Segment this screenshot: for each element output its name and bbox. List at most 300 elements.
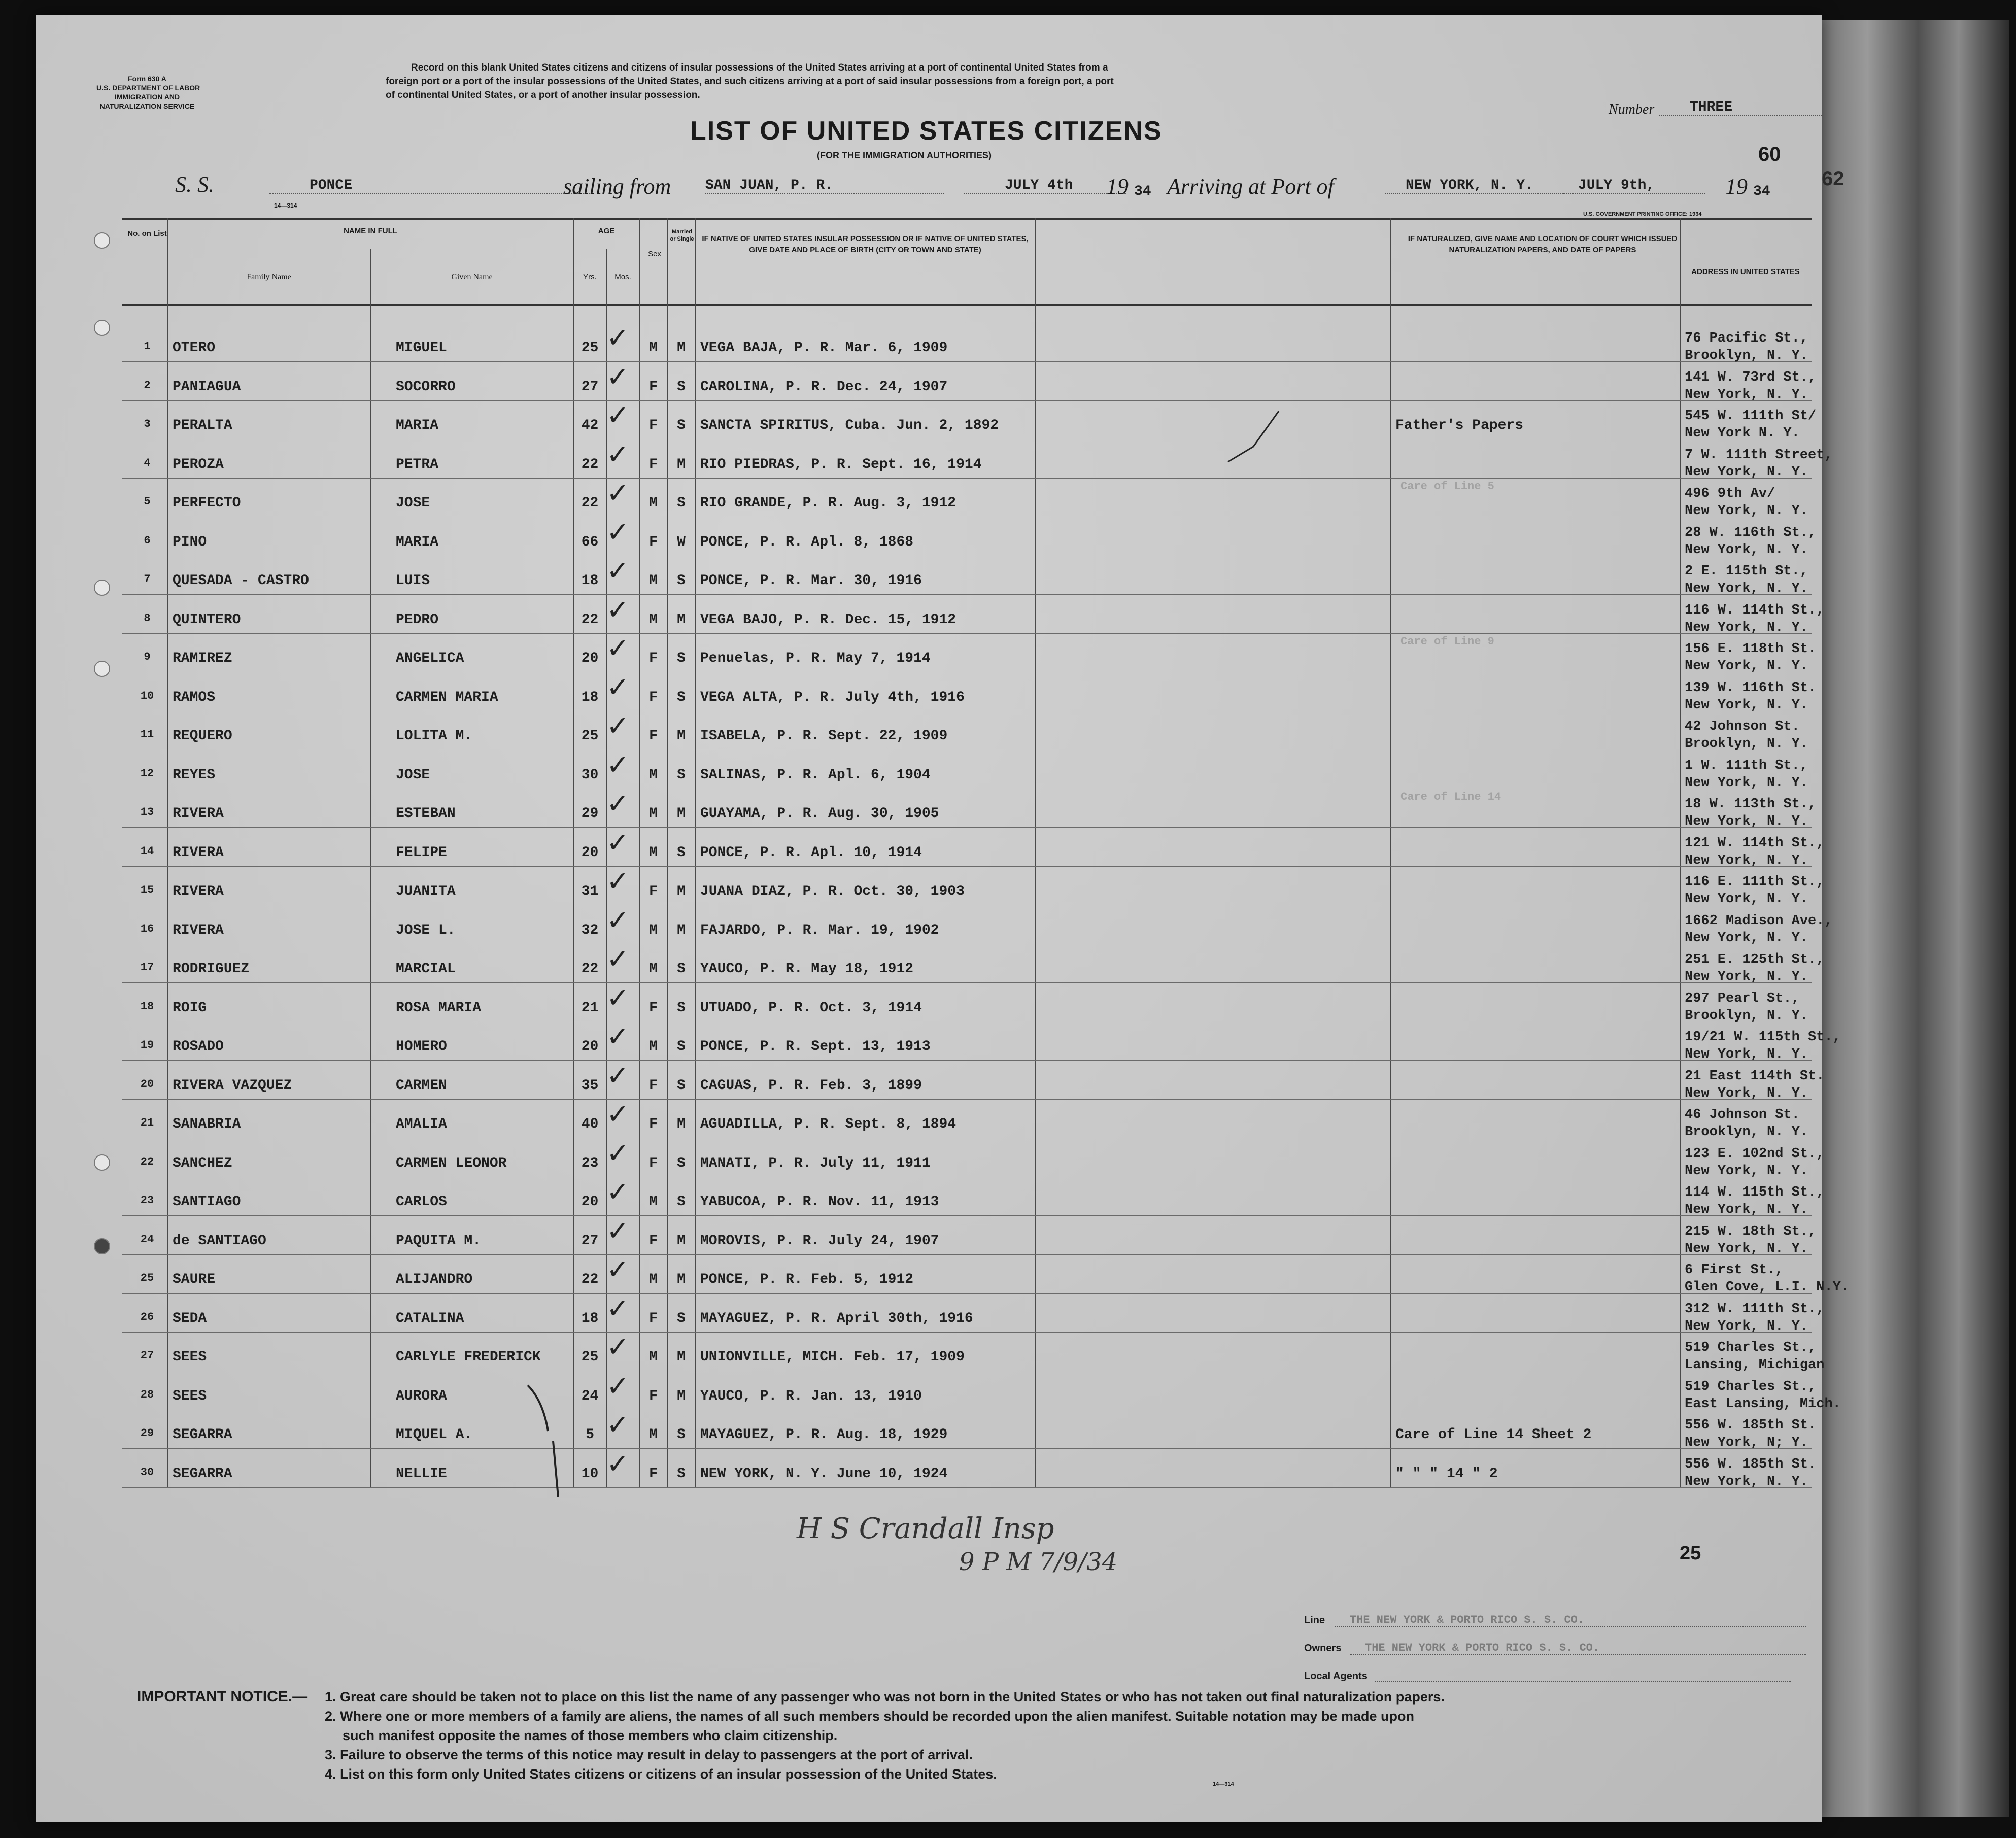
address-line-1: 28 W. 116th St., — [1685, 525, 1817, 540]
notice-item-1: 1. Great care should be taken not to place on this list the name of any passenger who was not born in the United States or who has not taken out final naturalization papers. — [325, 1689, 1445, 1705]
family-name: PEROZA — [173, 456, 224, 472]
birth-place-date: MANATI, P. R. July 11, 1911 — [700, 1155, 931, 1171]
age-years: 18 — [581, 689, 599, 705]
sailing-year-prefix: 19 — [1106, 174, 1129, 199]
intro-line-1: Record on this blank United States citizens and citizens of insular possessions of the United States arriving at a port of continental United States from a — [411, 62, 1108, 73]
address-line-2: New York, N. Y. — [1685, 775, 1808, 791]
sex: F — [649, 1388, 658, 1404]
form-dept: U.S. DEPARTMENT OF LABOR — [96, 84, 200, 92]
sex: F — [649, 1233, 658, 1249]
marital-status: S — [677, 651, 686, 666]
sex: M — [649, 1039, 658, 1054]
birth-place-date: YABUCOA, P. R. Nov. 11, 1913 — [700, 1194, 939, 1210]
address-line-2: Brooklyn, N. Y. — [1685, 1125, 1808, 1140]
sex: F — [649, 1155, 658, 1171]
address-line-1: 2 E. 115th St., — [1685, 564, 1808, 579]
faint-note: Care of Line 9 — [1400, 635, 1494, 648]
given-name: LOLITA M. — [396, 728, 473, 744]
given-name: ROSA MARIA — [396, 1000, 482, 1016]
given-name: HOMERO — [396, 1039, 447, 1054]
row-number: 7 — [144, 573, 151, 586]
row-number: 19 — [140, 1039, 154, 1051]
marital-status: W — [677, 534, 686, 550]
check-mark-icon: ✓ — [606, 826, 630, 859]
age-years: 29 — [581, 806, 599, 822]
given-name: CARMEN — [396, 1077, 447, 1094]
given-name: MARIA — [396, 534, 439, 550]
check-mark-icon: ✓ — [606, 322, 630, 354]
address-line-2: New York, N. Y. — [1685, 503, 1808, 519]
arrival-year: 34 — [1753, 184, 1770, 199]
age-years: 22 — [581, 495, 599, 511]
manifest-sheet — [36, 15, 1850, 1822]
row-number: 18 — [140, 1000, 154, 1013]
given-name: PETRA — [396, 456, 439, 472]
check-mark-icon: ✓ — [606, 1447, 630, 1480]
given-name: PAQUITA M. — [396, 1233, 482, 1249]
row-number: 28 — [140, 1388, 154, 1401]
row-number: 13 — [140, 806, 154, 819]
sex: F — [649, 418, 658, 433]
family-name: PANIAGUA — [173, 379, 241, 395]
sex: M — [649, 922, 658, 938]
birth-place-date: GUAYAMA, P. R. Aug. 30, 1905 — [700, 806, 939, 822]
marital-status: M — [677, 611, 686, 628]
marital-status: S — [677, 495, 686, 511]
form-id: Form 630 A — [128, 75, 166, 83]
given-name: AURORA — [396, 1388, 447, 1404]
sex: F — [649, 1116, 658, 1132]
birth-place-date: YAUCO, P. R. Jan. 13, 1910 — [700, 1388, 922, 1404]
ss-label: S. S. — [175, 172, 214, 197]
address-line-2: New York, N. Y. — [1685, 1085, 1808, 1101]
address-line-1: 19/21 W. 115th St., — [1685, 1030, 1841, 1045]
header-mos: Mos. — [614, 273, 631, 281]
marital-status: S — [677, 379, 686, 395]
sex: M — [649, 1194, 658, 1210]
age-years: 35 — [581, 1077, 599, 1094]
check-mark-icon: ✓ — [606, 1370, 630, 1402]
marital-status: S — [677, 689, 686, 705]
family-name: RIVERA VAZQUEZ — [173, 1077, 292, 1094]
check-mark-icon: ✓ — [606, 788, 630, 820]
notice-item-2-cont: such manifest opposite the names of those members who claim citizenship. — [343, 1728, 838, 1743]
given-name: NELLIE — [396, 1466, 447, 1482]
row-number: 21 — [140, 1116, 154, 1129]
age-years: 27 — [581, 1233, 599, 1249]
address-line-1: 556 W. 185th St. — [1685, 1456, 1817, 1472]
address-line-1: 116 W. 114th St., — [1685, 602, 1825, 618]
check-mark-icon: ✓ — [606, 555, 630, 587]
given-name: AMALIA — [396, 1116, 447, 1132]
marital-status: S — [677, 1194, 686, 1210]
age-years: 30 — [581, 767, 599, 783]
sex: F — [649, 1000, 658, 1016]
row-number: 24 — [140, 1233, 154, 1246]
age-years: 66 — [581, 534, 599, 550]
given-name: PEDRO — [396, 611, 439, 628]
sex: M — [649, 767, 658, 783]
address-line-2: New York, N. Y. — [1685, 1163, 1808, 1179]
header-given-name: Given Name — [451, 273, 493, 281]
age-years: 20 — [581, 651, 599, 666]
marital-status: M — [677, 922, 686, 938]
given-name: CARLOS — [396, 1194, 447, 1210]
given-name: MARIA — [396, 418, 439, 433]
check-mark-icon: ✓ — [606, 1020, 630, 1052]
family-name: QUINTERO — [173, 611, 241, 628]
given-name: JOSE — [396, 495, 430, 511]
address-line-2: New York, N. Y. — [1685, 1202, 1808, 1217]
family-name: SEGARRA — [173, 1427, 232, 1443]
given-name: CATALINA — [396, 1310, 464, 1326]
check-mark-icon: ✓ — [606, 1331, 630, 1363]
birth-place-date: FAJARDO, P. R. Mar. 19, 1902 — [700, 922, 939, 938]
sailing-from-label: sailing from — [563, 174, 671, 199]
marital-status: M — [677, 340, 686, 356]
family-name: SAURE — [173, 1272, 216, 1287]
row-number: 11 — [140, 728, 154, 741]
check-mark-icon: ✓ — [606, 1214, 630, 1247]
address-line-2: New York, N. Y. — [1685, 387, 1808, 402]
age-years: 21 — [581, 1000, 599, 1016]
age-years: 20 — [581, 1039, 599, 1054]
family-name: RIVERA — [173, 844, 224, 861]
form-bureau-1: IMMIGRATION AND — [114, 93, 180, 101]
age-years: 42 — [581, 418, 599, 433]
given-name: LUIS — [396, 573, 430, 589]
given-name: MIGUEL — [396, 340, 447, 356]
ship-name: PONCE — [269, 178, 594, 194]
given-name: FELIPE — [396, 844, 447, 861]
birth-place-date: VEGA BAJA, P. R. Mar. 6, 1909 — [700, 340, 948, 356]
address-line-1: 556 W. 185th St. — [1685, 1418, 1817, 1433]
family-name: RODRIGUEZ — [173, 961, 250, 977]
marital-status: M — [677, 1272, 686, 1287]
handwritten-marks — [36, 15, 1825, 1822]
address-line-1: 121 W. 114th St., — [1685, 835, 1825, 851]
marital-status: M — [677, 1233, 686, 1249]
age-years: 31 — [581, 883, 599, 899]
page-number: 60 — [1758, 143, 1781, 165]
family-name: RAMIREZ — [173, 651, 232, 666]
birth-place-date: Penuelas, P. R. May 7, 1914 — [700, 651, 931, 666]
birth-place-date: MAYAGUEZ, P. R. April 30th, 1916 — [700, 1310, 973, 1326]
marital-status: S — [677, 573, 686, 589]
sex: F — [649, 689, 658, 705]
check-mark-icon: ✓ — [606, 1292, 630, 1324]
form-bureau-2: NATURALIZATION SERVICE — [99, 102, 195, 110]
naturalization-note: " " " 14 " 2 — [1395, 1466, 1498, 1482]
sex: F — [649, 1466, 658, 1482]
family-name: RIVERA — [173, 806, 224, 822]
check-mark-icon: ✓ — [606, 438, 630, 470]
marital-status: M — [677, 883, 686, 899]
age-years: 5 — [586, 1427, 594, 1443]
family-name: SANABRIA — [173, 1116, 241, 1132]
row-number: 25 — [140, 1272, 154, 1284]
row-number: 9 — [144, 651, 151, 663]
age-years: 25 — [581, 728, 599, 744]
birth-place-date: UTUADO, P. R. Oct. 3, 1914 — [700, 1000, 922, 1016]
marital-status: M — [677, 728, 686, 744]
number-value: THREE — [1659, 99, 1822, 116]
address-line-1: 123 E. 102nd St., — [1685, 1146, 1825, 1162]
address-line-2: New York, N. Y. — [1685, 969, 1808, 984]
birth-place-date: NEW YORK, N. Y. June 10, 1924 — [700, 1466, 948, 1482]
birth-place-date: PONCE, P. R. Feb. 5, 1912 — [700, 1272, 914, 1287]
sailing-year: 34 — [1134, 184, 1151, 199]
address-line-1: 139 W. 116th St. — [1685, 680, 1817, 696]
sex: F — [649, 883, 658, 899]
birth-place-date: MOROVIS, P. R. July 24, 1907 — [700, 1233, 939, 1249]
age-years: 23 — [581, 1155, 599, 1171]
inspection-time: 9 P M 7/9/34 — [959, 1548, 1118, 1576]
address-line-2: Brooklyn, N. Y. — [1685, 1008, 1808, 1024]
row-number: 6 — [144, 534, 151, 547]
address-line-1: 297 Pearl St., — [1685, 991, 1800, 1006]
owners-value: THE NEW YORK & PORTO RICO S. S. CO. — [1350, 1642, 1806, 1655]
marital-status: M — [677, 1388, 686, 1404]
page-subtitle: (FOR THE IMMIGRATION AUTHORITIES) — [817, 150, 992, 160]
marital-status: M — [677, 1349, 686, 1365]
marital-status: S — [677, 1155, 686, 1171]
birth-place-date: ISABELA, P. R. Sept. 22, 1909 — [700, 728, 948, 744]
row-number: 10 — [140, 689, 154, 702]
family-name: SEES — [173, 1388, 207, 1404]
family-name: SEES — [173, 1349, 207, 1365]
address-line-1: 251 E. 125th St., — [1685, 952, 1825, 967]
check-mark-icon: ✓ — [606, 399, 630, 431]
row-number: 1 — [144, 340, 151, 353]
family-name: RIVERA — [173, 922, 224, 938]
sailing-date: JULY 4th — [964, 178, 1126, 194]
page-stack-edge — [1806, 20, 2009, 1817]
address-line-1: 76 Pacific St., — [1685, 331, 1808, 346]
address-line-2: New York, N. Y. — [1685, 1047, 1808, 1062]
check-mark-icon: ✓ — [606, 865, 630, 897]
check-mark-icon: ✓ — [606, 360, 630, 393]
address-line-2: New York, N. Y. — [1685, 581, 1808, 596]
check-mark-icon: ✓ — [606, 748, 630, 781]
address-line-2: New York, N. Y. — [1685, 542, 1808, 558]
sex: F — [649, 379, 658, 395]
arrival-port: NEW YORK, N. Y. — [1385, 178, 1573, 194]
marital-status: S — [677, 1000, 686, 1016]
sex: F — [649, 1310, 658, 1326]
check-mark-icon: ✓ — [606, 981, 630, 1014]
address-line-2: New York, N. Y. — [1685, 659, 1808, 674]
marital-status: S — [677, 1466, 686, 1482]
check-mark-icon: ✓ — [606, 671, 630, 703]
family-name: ROSADO — [173, 1039, 224, 1054]
marital-status: S — [677, 1427, 686, 1443]
sex: M — [649, 495, 658, 511]
local-agents-value — [1375, 1681, 1791, 1682]
age-years: 25 — [581, 340, 599, 356]
address-line-1: 114 W. 115th St., — [1685, 1185, 1825, 1200]
marital-status: S — [677, 961, 686, 977]
birth-place-date: CAROLINA, P. R. Dec. 24, 1907 — [700, 379, 948, 395]
age-years: 24 — [581, 1388, 599, 1404]
address-line-2: New York, N. Y. — [1685, 853, 1808, 868]
header-no-on-list: No. on List — [127, 229, 167, 238]
birth-place-date: RIO PIEDRAS, P. R. Sept. 16, 1914 — [700, 456, 982, 472]
age-years: 32 — [581, 922, 599, 938]
age-years: 18 — [581, 573, 599, 589]
age-years: 27 — [581, 379, 599, 395]
marital-status: S — [677, 1077, 686, 1094]
address-line-2: New York, N. Y. — [1685, 697, 1808, 713]
sex: M — [649, 340, 658, 356]
birth-place-date: PONCE, P. R. Apl. 10, 1914 — [700, 844, 922, 861]
address-line-1: 7 W. 111th Street, — [1685, 447, 1833, 463]
row-number: 26 — [140, 1310, 154, 1323]
address-line-1: 116 E. 111th St., — [1685, 874, 1825, 890]
address-line-2: New York, N. Y. — [1685, 620, 1808, 635]
address-line-2: New York, N. Y. — [1685, 892, 1808, 907]
header-naturalized: IF NATURALIZED, GIVE NAME AND LOCATION OF COURT WHICH ISSUED NATURALIZATION PAPERS, AND DATE OF PAPERS — [1408, 234, 1678, 254]
faint-note: Care of Line 14 — [1400, 791, 1501, 803]
address-line-2: New York, N. Y. — [1685, 464, 1808, 480]
inspector-signature: H S Crandall Insp — [797, 1512, 1054, 1545]
header-birth: IF NATIVE OF UNITED STATES INSULAR POSSESSION OR IF NATIVE OF UNITED STATES, GIVE DATE AND PLACE OF BIRTH (CITY OR TOWN AND STATE) — [702, 234, 1029, 254]
age-years: 22 — [581, 456, 599, 472]
address-line-1: 42 Johnson St. — [1685, 719, 1800, 734]
address-line-2: New York, N. Y. — [1685, 1474, 1808, 1489]
address-line-1: 1 W. 111th St., — [1685, 758, 1808, 773]
sex: M — [649, 1427, 658, 1443]
family-name: SEDA — [173, 1310, 207, 1326]
family-name: SANTIAGO — [173, 1194, 241, 1210]
age-years: 22 — [581, 1272, 599, 1287]
row-number: 17 — [140, 961, 154, 974]
header-married-single: Married or Single — [670, 229, 694, 242]
given-name: CARMEN MARIA — [396, 689, 498, 705]
row-number: 12 — [140, 767, 154, 780]
given-name: JOSE — [396, 767, 430, 783]
birth-place-date: MAYAGUEZ, P. R. Aug. 18, 1929 — [700, 1427, 948, 1443]
birth-place-date: JUANA DIAZ, P. R. Oct. 30, 1903 — [700, 883, 965, 899]
birth-place-date: AGUADILLA, P. R. Sept. 8, 1894 — [700, 1116, 956, 1132]
check-mark-icon: ✓ — [606, 516, 630, 548]
row-number: 20 — [140, 1077, 154, 1091]
page-title: LIST OF UNITED STATES CITIZENS — [690, 116, 1163, 146]
marital-status: S — [677, 767, 686, 783]
sex: M — [649, 844, 658, 861]
line-label: Line — [1304, 1615, 1325, 1626]
sex: M — [649, 806, 658, 822]
check-mark-icon: ✓ — [606, 1176, 630, 1208]
sex: M — [649, 961, 658, 977]
sex: F — [649, 534, 658, 550]
row-number: 4 — [144, 456, 151, 469]
intro-line-2: foreign port or a port of the insular possessions of the United States, and such citizens arriving at a port of said insular possessions from a foreign port, a port — [386, 76, 1114, 87]
address-line-2: Brooklyn, N. Y. — [1685, 736, 1808, 752]
row-number: 8 — [144, 611, 151, 625]
marital-status: M — [677, 456, 686, 472]
sailing-from-port: SAN JUAN, P. R. — [705, 178, 944, 194]
age-years: 10 — [581, 1466, 599, 1482]
age-years: 18 — [581, 1310, 599, 1326]
family-name: PERALTA — [173, 418, 232, 433]
birth-place-date: SANCTA SPIRITUS, Cuba. Jun. 2, 1892 — [700, 418, 999, 433]
check-mark-icon: ✓ — [606, 477, 630, 509]
check-mark-icon: ✓ — [606, 1253, 630, 1285]
family-name: SANCHEZ — [173, 1155, 232, 1171]
age-years: 20 — [581, 1194, 599, 1210]
check-mark-icon: ✓ — [606, 943, 630, 975]
birth-place-date: SALINAS, P. R. Apl. 6, 1904 — [700, 767, 931, 783]
owners-label: Owners — [1304, 1643, 1342, 1654]
age-years: 25 — [581, 1349, 599, 1365]
sex: F — [649, 456, 658, 472]
marital-status: S — [677, 1310, 686, 1326]
row-number: 16 — [140, 922, 154, 935]
age-years: 22 — [581, 611, 599, 628]
marital-status: M — [677, 1116, 686, 1132]
line-value: THE NEW YORK & PORTO RICO S. S. CO. — [1335, 1614, 1806, 1627]
address-line-1: 519 Charles St., — [1685, 1379, 1817, 1394]
sex: M — [649, 573, 658, 589]
local-agents-label: Local Agents — [1304, 1671, 1368, 1682]
family-name: ROIG — [173, 1000, 207, 1016]
marital-status: S — [677, 844, 686, 861]
family-name: RIVERA — [173, 883, 224, 899]
check-mark-icon: ✓ — [606, 1137, 630, 1169]
row-number: 23 — [140, 1194, 154, 1207]
header-age: AGE — [598, 227, 615, 235]
address-line-1: 141 W. 73rd St., — [1685, 369, 1817, 385]
row-number: 2 — [144, 379, 151, 392]
check-mark-icon: ✓ — [606, 904, 630, 936]
family-name: RAMOS — [173, 689, 216, 705]
birth-place-date: VEGA BAJO, P. R. Dec. 15, 1912 — [700, 611, 956, 628]
sex: M — [649, 1349, 658, 1365]
arrival-date: JULY 9th, — [1563, 178, 1705, 194]
family-name: REYES — [173, 767, 216, 783]
birth-place-date: RIO GRANDE, P. R. Aug. 3, 1912 — [700, 495, 956, 511]
faint-note: Care of Line 5 — [1400, 480, 1494, 493]
address-line-2: New York, N. Y. — [1685, 930, 1808, 946]
address-line-1: 18 W. 113th St., — [1685, 797, 1817, 812]
address-line-2: Lansing, Michigan — [1685, 1357, 1825, 1373]
address-line-2: Glen Cove, L.I. N.Y. — [1685, 1280, 1850, 1295]
address-line-1: 545 W. 111th St/ — [1685, 409, 1817, 424]
address-line-2: New York, N. Y. — [1685, 814, 1808, 829]
given-name: ESTEBAN — [396, 806, 456, 822]
birth-place-date: UNIONVILLE, MICH. Feb. 17, 1909 — [700, 1349, 965, 1365]
family-name: PINO — [173, 534, 207, 550]
age-years: 40 — [581, 1116, 599, 1132]
birth-place-date: YAUCO, P. R. May 18, 1912 — [700, 961, 914, 977]
marital-status: S — [677, 1039, 686, 1054]
bottom-form-code: 14—314 — [1213, 1781, 1234, 1787]
row-number: 29 — [140, 1427, 154, 1440]
sex: M — [649, 1272, 658, 1287]
header-family-name: Family Name — [247, 273, 291, 281]
naturalization-note: Care of Line 14 Sheet 2 — [1395, 1427, 1592, 1443]
family-name: QUESADA - CASTRO — [173, 573, 309, 589]
arrival-year-prefix: 19 — [1725, 174, 1748, 199]
address-line-1: 46 Johnson St. — [1685, 1107, 1800, 1122]
family-name: SEGARRA — [173, 1466, 232, 1482]
given-name: ANGELICA — [396, 651, 464, 666]
birth-place-date: CAGUAS, P. R. Feb. 3, 1899 — [700, 1077, 922, 1094]
check-mark-icon: ✓ — [606, 593, 630, 626]
check-mark-icon: ✓ — [606, 710, 630, 742]
notice-item-3: 3. Failure to observe the terms of this notice may result in delay to passengers at the port of arrival. — [325, 1747, 973, 1762]
